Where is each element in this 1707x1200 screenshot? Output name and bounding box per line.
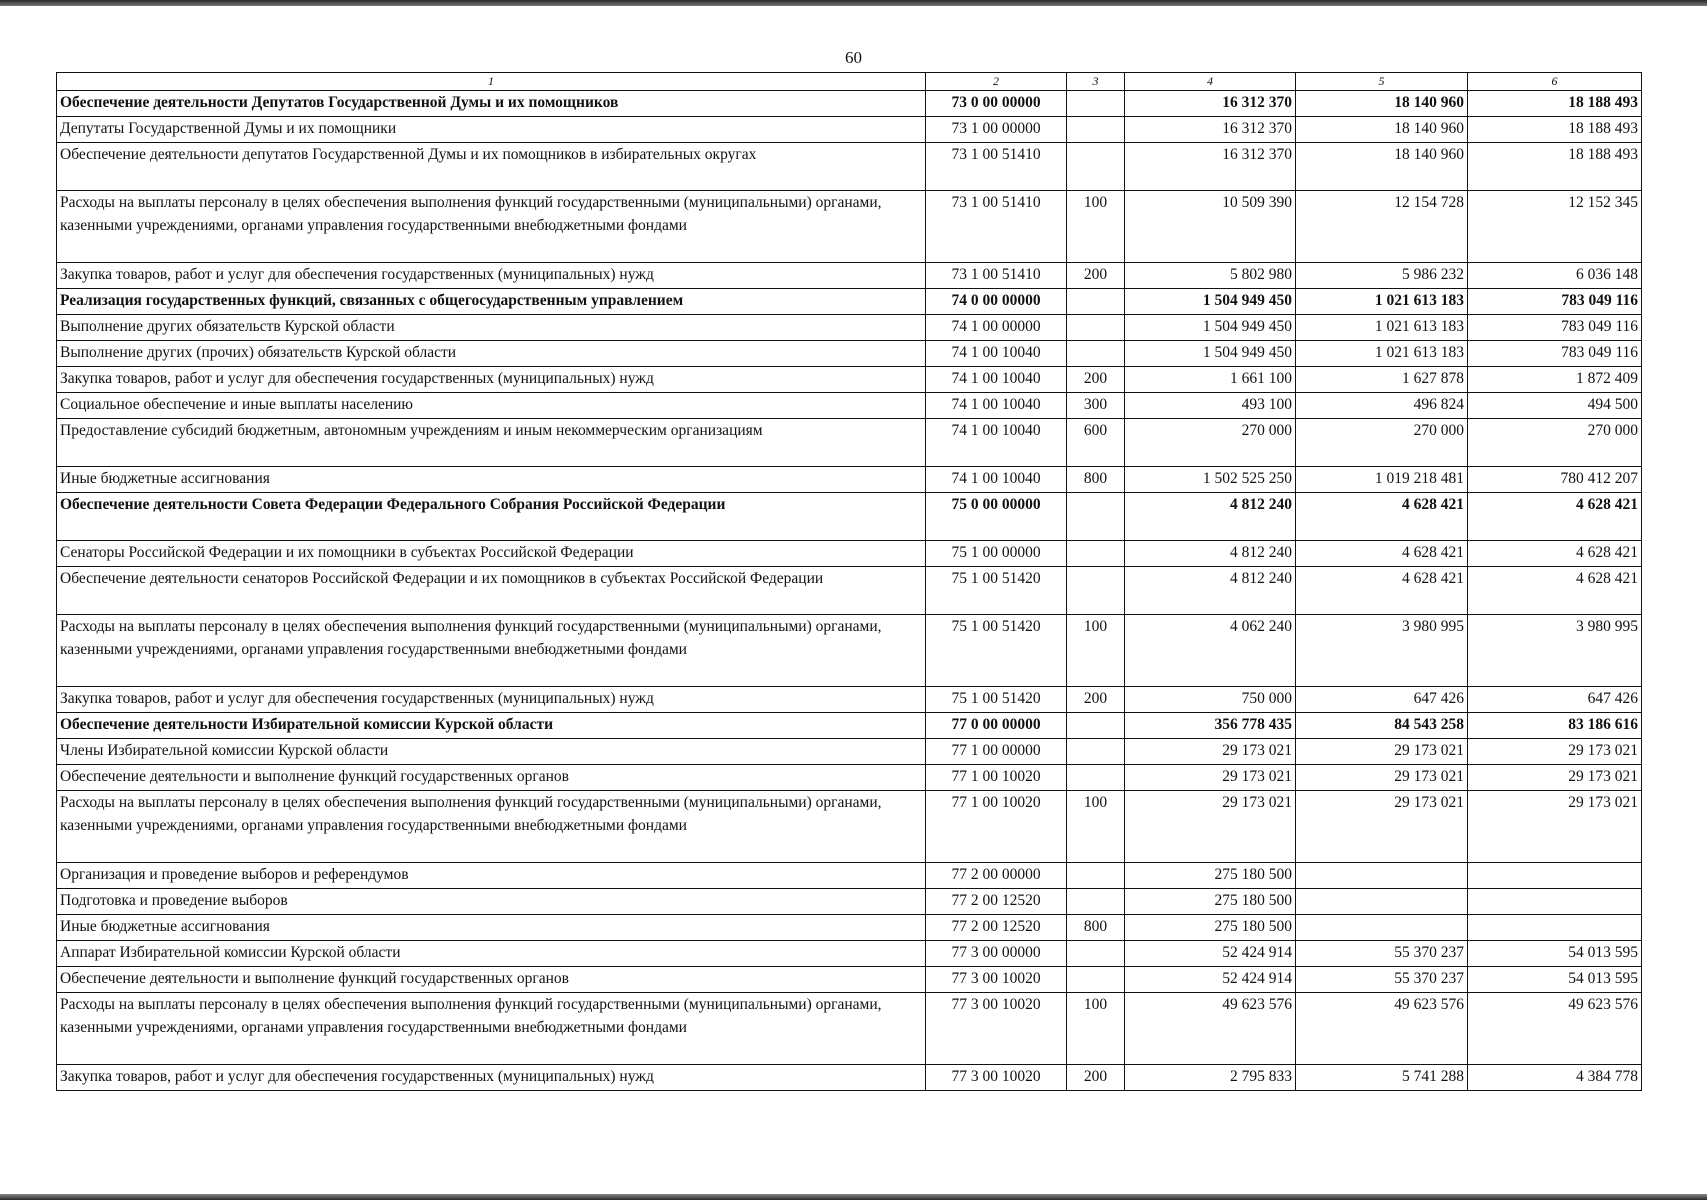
row-code-cell: 75 1 00 51420: [926, 615, 1067, 687]
row-value-year1-cell: 29 173 021: [1125, 791, 1296, 863]
row-value-year2-cell: 1 021 613 183: [1296, 289, 1468, 315]
table-row: [57, 993, 1642, 1065]
column-header-name: 1: [57, 73, 926, 91]
row-name-cell: Выполнение других обязательств Курской области: [57, 315, 926, 341]
row-vr-cell: [1067, 713, 1125, 739]
table-row: [57, 915, 1642, 941]
row-value-year3-cell: 12 152 345: [1468, 191, 1642, 263]
row-vr-cell: [1067, 289, 1125, 315]
row-code-cell: 75 1 00 00000: [926, 541, 1067, 567]
row-value-year3-cell: 4 628 421: [1468, 493, 1642, 541]
row-code-cell: 74 1 00 10040: [926, 367, 1067, 393]
row-value-year1-cell: 1 661 100: [1125, 367, 1296, 393]
row-value-year2-cell: 18 140 960: [1296, 143, 1468, 191]
row-name-cell: Организация и проведение выборов и референдумов: [57, 863, 926, 889]
row-value-year3-cell: 783 049 116: [1468, 289, 1642, 315]
row-value-year1-cell: 4 812 240: [1125, 541, 1296, 567]
row-value-year1-cell: 4 062 240: [1125, 615, 1296, 687]
row-value-year1-cell: 493 100: [1125, 393, 1296, 419]
row-vr-cell: [1067, 967, 1125, 993]
budget-table-body: [57, 73, 1642, 1091]
row-value-year2-cell: 49 623 576: [1296, 993, 1468, 1065]
column-header-year2: 5: [1296, 73, 1468, 91]
row-name-cell: Расходы на выплаты персоналу в целях обеспечения выполнения функций государственными (муниципальными) органами, казенными учреждениями, органами управления государственными внебюджетными фондами: [57, 993, 926, 1065]
table-row: [57, 739, 1642, 765]
row-value-year2-cell: 12 154 728: [1296, 191, 1468, 263]
row-value-year2-cell: 18 140 960: [1296, 91, 1468, 117]
table-row: [57, 419, 1642, 467]
row-code-cell: 74 1 00 10040: [926, 419, 1067, 467]
row-value-year2-cell: 1 019 218 481: [1296, 467, 1468, 493]
row-code-cell: 74 1 00 00000: [926, 315, 1067, 341]
row-vr-cell: 200: [1067, 367, 1125, 393]
row-value-year2-cell: 1 021 613 183: [1296, 341, 1468, 367]
row-value-year2-cell: 84 543 258: [1296, 713, 1468, 739]
table-row: [57, 941, 1642, 967]
row-value-year1-cell: 16 312 370: [1125, 91, 1296, 117]
row-code-cell: 74 1 00 10040: [926, 341, 1067, 367]
row-value-year1-cell: 52 424 914: [1125, 941, 1296, 967]
row-value-year1-cell: 49 623 576: [1125, 993, 1296, 1065]
row-value-year3-cell: 4 384 778: [1468, 1065, 1642, 1091]
row-vr-cell: [1067, 765, 1125, 791]
row-value-year2-cell: 1 021 613 183: [1296, 315, 1468, 341]
row-value-year2-cell: 55 370 237: [1296, 941, 1468, 967]
row-code-cell: 77 1 00 10020: [926, 791, 1067, 863]
row-name-cell: Обеспечение деятельности Депутатов Государственной Думы и их помощников: [57, 91, 926, 117]
row-vr-cell: 100: [1067, 191, 1125, 263]
row-vr-cell: [1067, 117, 1125, 143]
row-value-year2-cell: 1 627 878: [1296, 367, 1468, 393]
column-header-vr: 3: [1067, 73, 1125, 91]
row-value-year2-cell: 29 173 021: [1296, 765, 1468, 791]
row-value-year1-cell: 5 802 980: [1125, 263, 1296, 289]
row-value-year3-cell: 18 188 493: [1468, 117, 1642, 143]
row-value-year3-cell: 1 872 409: [1468, 367, 1642, 393]
row-code-cell: 77 3 00 10020: [926, 1065, 1067, 1091]
table-row: [57, 493, 1642, 541]
row-vr-cell: 200: [1067, 1065, 1125, 1091]
row-name-cell: Обеспечение деятельности и выполнение функций государственных органов: [57, 765, 926, 791]
row-vr-cell: [1067, 567, 1125, 615]
row-vr-cell: 800: [1067, 915, 1125, 941]
row-name-cell: Аппарат Избирательной комиссии Курской области: [57, 941, 926, 967]
row-name-cell: Сенаторы Российской Федерации и их помощники в субъектах Российской Федерации: [57, 541, 926, 567]
row-code-cell: 73 1 00 51410: [926, 263, 1067, 289]
row-value-year2-cell: [1296, 863, 1468, 889]
table-row: [57, 393, 1642, 419]
row-vr-cell: [1067, 941, 1125, 967]
row-value-year2-cell: 29 173 021: [1296, 739, 1468, 765]
row-value-year3-cell: 647 426: [1468, 687, 1642, 713]
row-value-year3-cell: 6 036 148: [1468, 263, 1642, 289]
row-name-cell: Выполнение других (прочих) обязательств Курской области: [57, 341, 926, 367]
table-row: [57, 967, 1642, 993]
row-value-year1-cell: 29 173 021: [1125, 765, 1296, 791]
row-name-cell: Закупка товаров, работ и услуг для обеспечения государственных (муниципальных) нужд: [57, 1065, 926, 1091]
row-value-year3-cell: 54 013 595: [1468, 941, 1642, 967]
row-value-year2-cell: 18 140 960: [1296, 117, 1468, 143]
row-vr-cell: 200: [1067, 263, 1125, 289]
column-header-code: 2: [926, 73, 1067, 91]
row-vr-cell: [1067, 315, 1125, 341]
row-name-cell: Расходы на выплаты персоналу в целях обеспечения выполнения функций государственными (муниципальными) органами, казенными учреждениями, органами управления государственными внебюджетными фондами: [57, 615, 926, 687]
row-code-cell: 73 1 00 51410: [926, 191, 1067, 263]
row-name-cell: Обеспечение деятельности депутатов Государственной Думы и их помощников в избирательных округах: [57, 143, 926, 191]
row-code-cell: 77 2 00 12520: [926, 915, 1067, 941]
row-value-year1-cell: 4 812 240: [1125, 493, 1296, 541]
row-name-cell: Расходы на выплаты персоналу в целях обеспечения выполнения функций государственными (муниципальными) органами, казенными учреждениями, органами управления государственными внебюджетными фондами: [57, 791, 926, 863]
table-row: [57, 791, 1642, 863]
row-code-cell: 75 1 00 51420: [926, 567, 1067, 615]
row-value-year3-cell: 29 173 021: [1468, 739, 1642, 765]
row-vr-cell: 100: [1067, 615, 1125, 687]
row-name-cell: Закупка товаров, работ и услуг для обеспечения государственных (муниципальных) нужд: [57, 687, 926, 713]
row-vr-cell: [1067, 143, 1125, 191]
row-value-year2-cell: 4 628 421: [1296, 567, 1468, 615]
table-row: [57, 191, 1642, 263]
row-vr-cell: 200: [1067, 687, 1125, 713]
row-vr-cell: 100: [1067, 791, 1125, 863]
row-code-cell: 77 2 00 12520: [926, 889, 1067, 915]
row-value-year3-cell: 4 628 421: [1468, 541, 1642, 567]
row-vr-cell: 100: [1067, 993, 1125, 1065]
page-number: 60: [845, 48, 862, 67]
row-code-cell: 73 0 00 00000: [926, 91, 1067, 117]
table-row: [57, 289, 1642, 315]
row-value-year2-cell: [1296, 889, 1468, 915]
row-value-year3-cell: 780 412 207: [1468, 467, 1642, 493]
row-value-year2-cell: 496 824: [1296, 393, 1468, 419]
row-value-year2-cell: 647 426: [1296, 687, 1468, 713]
row-value-year3-cell: 783 049 116: [1468, 315, 1642, 341]
row-value-year2-cell: 4 628 421: [1296, 493, 1468, 541]
table-row: [57, 91, 1642, 117]
row-value-year3-cell: 783 049 116: [1468, 341, 1642, 367]
table-row: [57, 713, 1642, 739]
table-row: [57, 467, 1642, 493]
row-value-year2-cell: 270 000: [1296, 419, 1468, 467]
row-value-year1-cell: 275 180 500: [1125, 889, 1296, 915]
row-value-year2-cell: 55 370 237: [1296, 967, 1468, 993]
row-code-cell: 74 1 00 10040: [926, 393, 1067, 419]
row-value-year1-cell: 275 180 500: [1125, 915, 1296, 941]
row-value-year1-cell: 2 795 833: [1125, 1065, 1296, 1091]
row-code-cell: 77 3 00 10020: [926, 993, 1067, 1065]
row-value-year3-cell: 18 188 493: [1468, 91, 1642, 117]
row-code-cell: 75 0 00 00000: [926, 493, 1067, 541]
row-name-cell: Иные бюджетные ассигнования: [57, 467, 926, 493]
column-header-year3: 6: [1468, 73, 1642, 91]
row-code-cell: 75 1 00 51420: [926, 687, 1067, 713]
row-value-year1-cell: 29 173 021: [1125, 739, 1296, 765]
row-value-year1-cell: 275 180 500: [1125, 863, 1296, 889]
column-header-year1: 4: [1125, 73, 1296, 91]
row-value-year1-cell: 1 504 949 450: [1125, 341, 1296, 367]
row-value-year2-cell: 5 741 288: [1296, 1065, 1468, 1091]
scan-edge-top: [0, 0, 1707, 6]
row-code-cell: 77 0 00 00000: [926, 713, 1067, 739]
row-value-year3-cell: 18 188 493: [1468, 143, 1642, 191]
row-value-year2-cell: [1296, 915, 1468, 941]
row-name-cell: Предоставление субсидий бюджетным, автономным учреждениям и иным некоммерческим организациям: [57, 419, 926, 467]
row-value-year3-cell: 54 013 595: [1468, 967, 1642, 993]
row-name-cell: Обеспечение деятельности сенаторов Российской Федерации и их помощников в субъектах Российской Федерации: [57, 567, 926, 615]
row-name-cell: Обеспечение деятельности Избирательной комиссии Курской области: [57, 713, 926, 739]
row-name-cell: Депутаты Государственной Думы и их помощники: [57, 117, 926, 143]
row-vr-cell: 600: [1067, 419, 1125, 467]
row-name-cell: Подготовка и проведение выборов: [57, 889, 926, 915]
row-name-cell: Закупка товаров, работ и услуг для обеспечения государственных (муниципальных) нужд: [57, 367, 926, 393]
row-value-year3-cell: 4 628 421: [1468, 567, 1642, 615]
row-code-cell: 77 1 00 00000: [926, 739, 1067, 765]
row-vr-cell: [1067, 341, 1125, 367]
row-value-year3-cell: [1468, 863, 1642, 889]
row-value-year2-cell: 29 173 021: [1296, 791, 1468, 863]
row-code-cell: 77 2 00 00000: [926, 863, 1067, 889]
row-value-year3-cell: 29 173 021: [1468, 765, 1642, 791]
row-name-cell: Обеспечение деятельности и выполнение функций государственных органов: [57, 967, 926, 993]
row-value-year3-cell: [1468, 889, 1642, 915]
row-value-year3-cell: 83 186 616: [1468, 713, 1642, 739]
row-value-year1-cell: 4 812 240: [1125, 567, 1296, 615]
row-vr-cell: [1067, 493, 1125, 541]
row-vr-cell: 800: [1067, 467, 1125, 493]
row-value-year2-cell: 5 986 232: [1296, 263, 1468, 289]
row-value-year3-cell: 494 500: [1468, 393, 1642, 419]
row-code-cell: 77 3 00 00000: [926, 941, 1067, 967]
row-name-cell: Расходы на выплаты персоналу в целях обеспечения выполнения функций государственными (муниципальными) органами, казенными учреждениями, органами управления государственными внебюджетными фондами: [57, 191, 926, 263]
row-name-cell: Обеспечение деятельности Совета Федерации Федерального Собрания Российской Федерации: [57, 493, 926, 541]
row-value-year1-cell: 270 000: [1125, 419, 1296, 467]
row-name-cell: Иные бюджетные ассигнования: [57, 915, 926, 941]
row-name-cell: Члены Избирательной комиссии Курской области: [57, 739, 926, 765]
table-row: [57, 367, 1642, 393]
row-vr-cell: [1067, 863, 1125, 889]
row-vr-cell: [1067, 91, 1125, 117]
row-value-year1-cell: 10 509 390: [1125, 191, 1296, 263]
table-row: [57, 889, 1642, 915]
row-code-cell: 73 1 00 00000: [926, 117, 1067, 143]
row-value-year1-cell: 52 424 914: [1125, 967, 1296, 993]
budget-table: [56, 72, 1642, 1091]
row-code-cell: 74 0 00 00000: [926, 289, 1067, 315]
table-row: [57, 765, 1642, 791]
row-value-year1-cell: 356 778 435: [1125, 713, 1296, 739]
row-value-year1-cell: 16 312 370: [1125, 117, 1296, 143]
table-row: [57, 341, 1642, 367]
table-row: [57, 541, 1642, 567]
row-name-cell: Социальное обеспечение и иные выплаты населению: [57, 393, 926, 419]
row-value-year2-cell: 4 628 421: [1296, 541, 1468, 567]
table-row: [57, 615, 1642, 687]
row-value-year1-cell: 1 504 949 450: [1125, 315, 1296, 341]
row-value-year3-cell: 29 173 021: [1468, 791, 1642, 863]
table-row: [57, 863, 1642, 889]
row-value-year2-cell: 3 980 995: [1296, 615, 1468, 687]
row-value-year1-cell: 750 000: [1125, 687, 1296, 713]
row-name-cell: Реализация государственных функций, связанных с общегосударственным управлением: [57, 289, 926, 315]
row-value-year3-cell: 3 980 995: [1468, 615, 1642, 687]
row-vr-cell: [1067, 889, 1125, 915]
row-value-year3-cell: [1468, 915, 1642, 941]
row-code-cell: 73 1 00 51410: [926, 143, 1067, 191]
row-code-cell: 77 1 00 10020: [926, 765, 1067, 791]
table-row: [57, 117, 1642, 143]
table-row: [57, 315, 1642, 341]
row-vr-cell: [1067, 739, 1125, 765]
row-value-year1-cell: 1 504 949 450: [1125, 289, 1296, 315]
row-value-year3-cell: 49 623 576: [1468, 993, 1642, 1065]
row-vr-cell: [1067, 541, 1125, 567]
column-number-header: [57, 73, 1642, 91]
row-value-year1-cell: 16 312 370: [1125, 143, 1296, 191]
row-code-cell: 74 1 00 10040: [926, 467, 1067, 493]
row-vr-cell: 300: [1067, 393, 1125, 419]
table-row: [57, 687, 1642, 713]
table-row: [57, 143, 1642, 191]
table-row: [57, 1065, 1642, 1091]
row-value-year1-cell: 1 502 525 250: [1125, 467, 1296, 493]
row-value-year3-cell: 270 000: [1468, 419, 1642, 467]
scan-edge-bottom: [0, 1194, 1707, 1200]
row-name-cell: Закупка товаров, работ и услуг для обеспечения государственных (муниципальных) нужд: [57, 263, 926, 289]
table-row: [57, 567, 1642, 615]
row-code-cell: 77 3 00 10020: [926, 967, 1067, 993]
table-row: [57, 263, 1642, 289]
